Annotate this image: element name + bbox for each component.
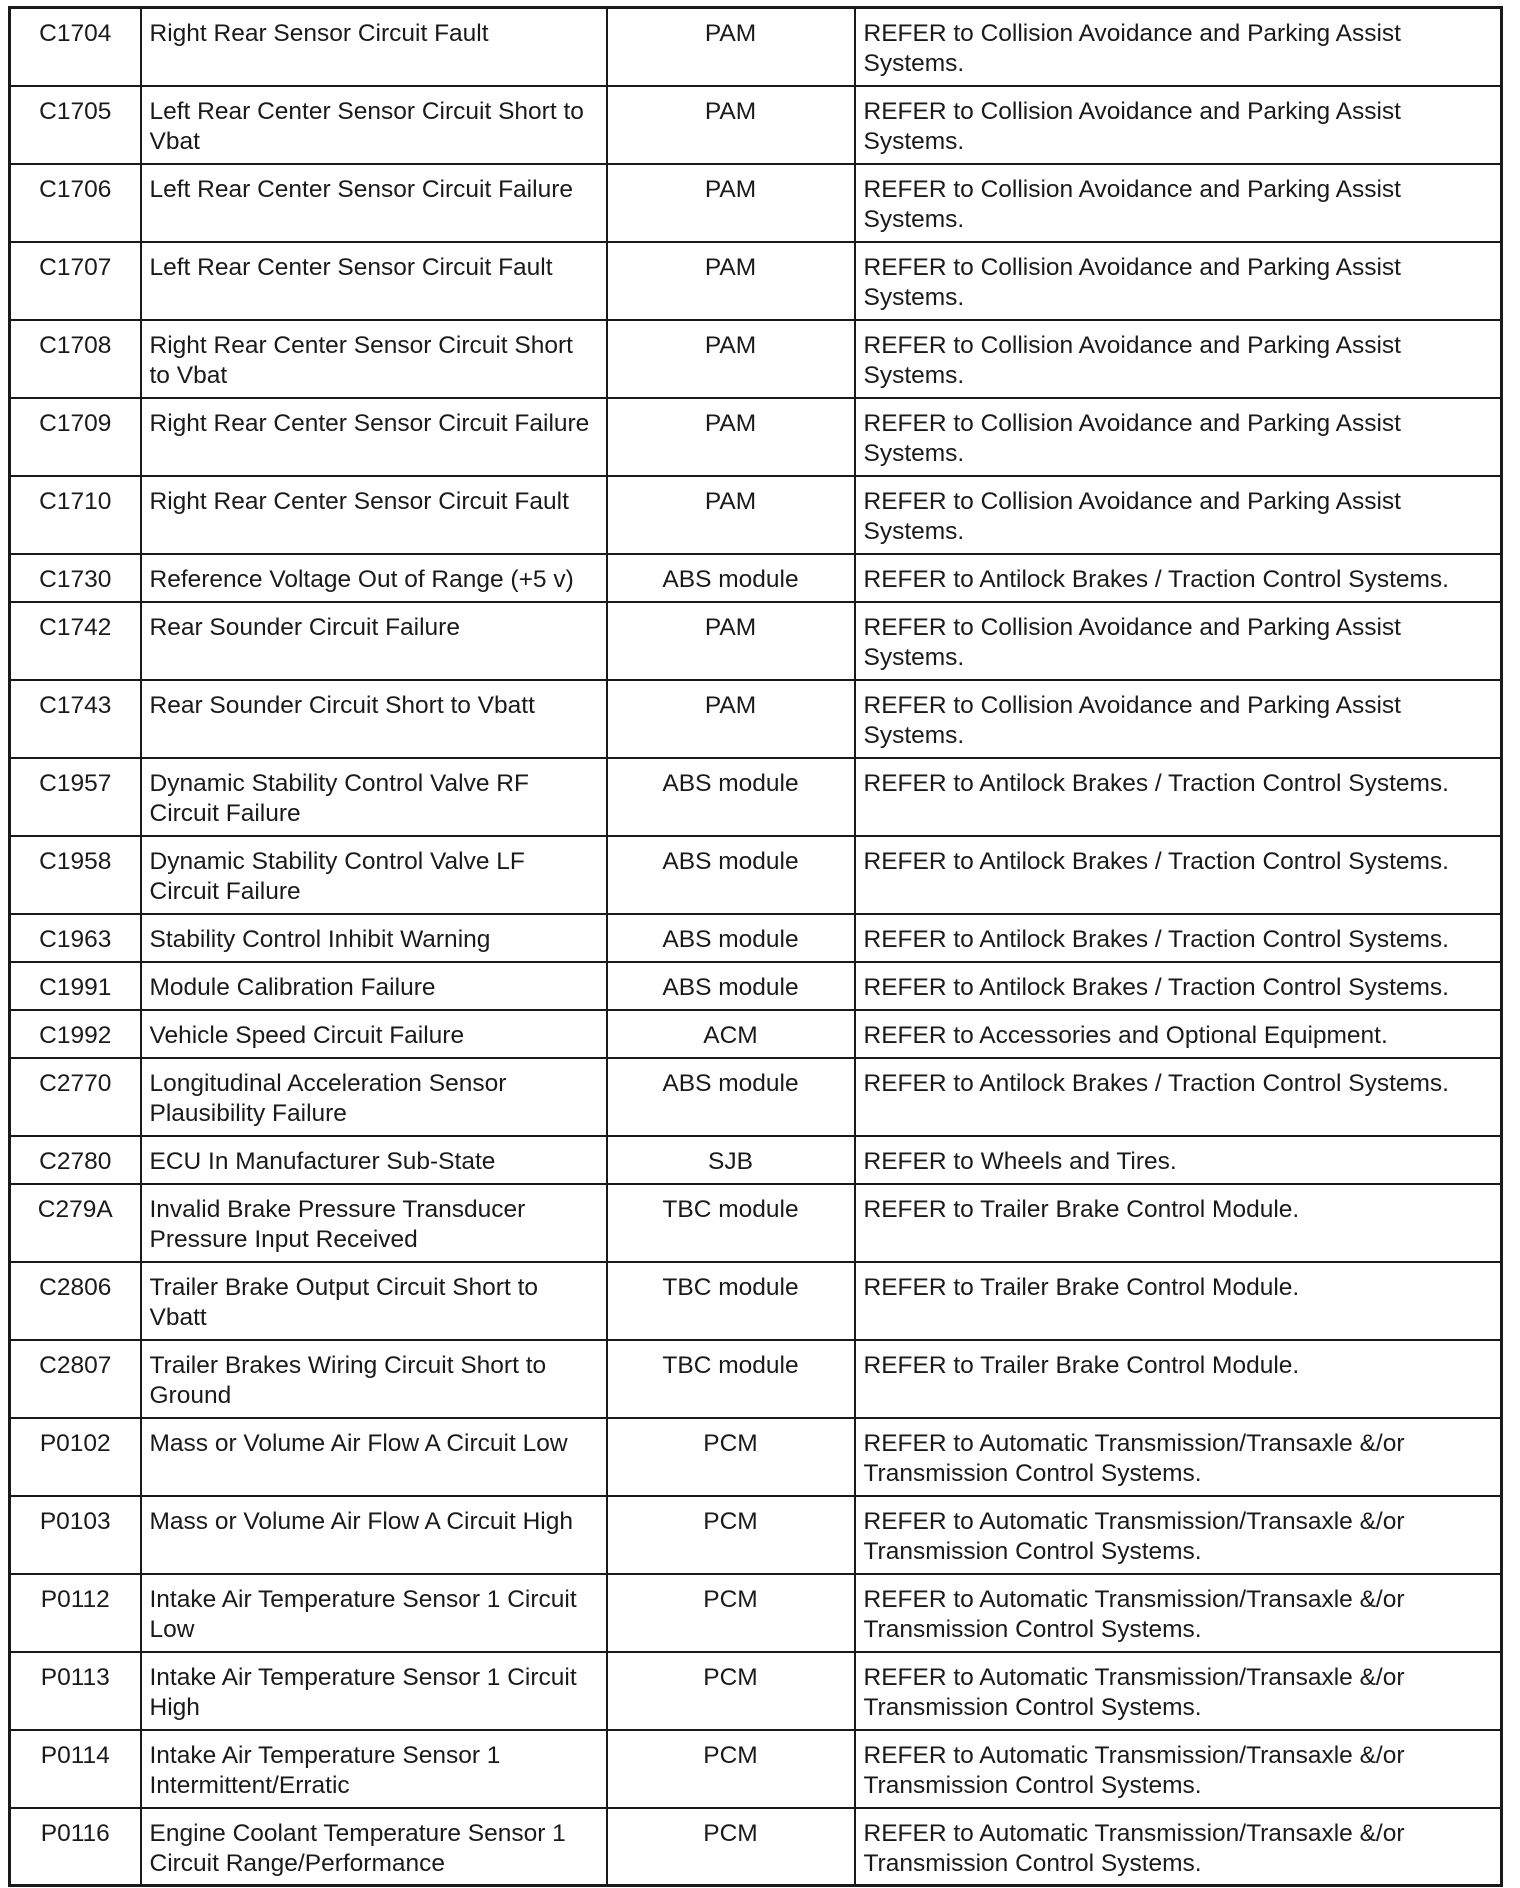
module-cell: PCM — [607, 1418, 855, 1496]
action-cell: REFER to Trailer Brake Control Module. — [855, 1340, 1502, 1418]
dtc-code-cell: C1957 — [10, 758, 141, 836]
table-row — [10, 1010, 1502, 1058]
dtc-code-cell: C2770 — [10, 1058, 141, 1136]
dtc-code-cell: P0112 — [10, 1574, 141, 1652]
table-row — [10, 8, 1502, 86]
table-row — [10, 1496, 1502, 1574]
table-row — [10, 914, 1502, 962]
description-cell: Trailer Brake Output Circuit Short to Vbatt — [141, 1262, 607, 1340]
action-cell: REFER to Collision Avoidance and Parking Assist Systems. — [855, 680, 1502, 758]
table-row — [10, 602, 1502, 680]
module-cell: ABS module — [607, 1058, 855, 1136]
action-cell: REFER to Automatic Transmission/Transaxle &/or Transmission Control Systems. — [855, 1496, 1502, 1574]
dtc-code-cell: C1992 — [10, 1010, 141, 1058]
description-cell: Engine Coolant Temperature Sensor 1 Circuit Range/Performance — [141, 1808, 607, 1886]
dtc-code-cell: C2807 — [10, 1340, 141, 1418]
table-row — [10, 1340, 1502, 1418]
dtc-code-cell: C1742 — [10, 602, 141, 680]
description-cell: Left Rear Center Sensor Circuit Fault — [141, 242, 607, 320]
module-cell: ABS module — [607, 554, 855, 602]
action-cell: REFER to Antilock Brakes / Traction Control Systems. — [855, 1058, 1502, 1136]
dtc-code-cell: C1991 — [10, 962, 141, 1010]
module-cell: TBC module — [607, 1340, 855, 1418]
table-row — [10, 1652, 1502, 1730]
dtc-code-cell: C1708 — [10, 320, 141, 398]
description-cell: Left Rear Center Sensor Circuit Short to Vbat — [141, 86, 607, 164]
action-cell: REFER to Trailer Brake Control Module. — [855, 1184, 1502, 1262]
table-row — [10, 836, 1502, 914]
description-cell: Invalid Brake Pressure Transducer Pressure Input Received — [141, 1184, 607, 1262]
action-cell: REFER to Collision Avoidance and Parking Assist Systems. — [855, 398, 1502, 476]
description-cell: Module Calibration Failure — [141, 962, 607, 1010]
action-cell: REFER to Collision Avoidance and Parking Assist Systems. — [855, 242, 1502, 320]
action-cell: REFER to Automatic Transmission/Transaxle &/or Transmission Control Systems. — [855, 1730, 1502, 1808]
dtc-code-cell: C1707 — [10, 242, 141, 320]
dtc-code-cell: P0113 — [10, 1652, 141, 1730]
table-row — [10, 1574, 1502, 1652]
description-cell: Rear Sounder Circuit Failure — [141, 602, 607, 680]
action-cell: REFER to Accessories and Optional Equipment. — [855, 1010, 1502, 1058]
description-cell: ECU In Manufacturer Sub-State — [141, 1136, 607, 1184]
table-row — [10, 476, 1502, 554]
description-cell: Dynamic Stability Control Valve LF Circuit Failure — [141, 836, 607, 914]
module-cell: PCM — [607, 1730, 855, 1808]
module-cell: ABS module — [607, 836, 855, 914]
table-row — [10, 242, 1502, 320]
module-cell: ACM — [607, 1010, 855, 1058]
module-cell: PAM — [607, 320, 855, 398]
dtc-code-cell: C1958 — [10, 836, 141, 914]
module-cell: PCM — [607, 1496, 855, 1574]
description-cell: Mass or Volume Air Flow A Circuit Low — [141, 1418, 607, 1496]
description-cell: Rear Sounder Circuit Short to Vbatt — [141, 680, 607, 758]
module-cell: PCM — [607, 1652, 855, 1730]
description-cell: Stability Control Inhibit Warning — [141, 914, 607, 962]
module-cell: PAM — [607, 164, 855, 242]
action-cell: REFER to Antilock Brakes / Traction Control Systems. — [855, 836, 1502, 914]
dtc-code-cell: C279A — [10, 1184, 141, 1262]
action-cell: REFER to Collision Avoidance and Parking Assist Systems. — [855, 8, 1502, 86]
dtc-code-cell: C1730 — [10, 554, 141, 602]
action-cell: REFER to Collision Avoidance and Parking Assist Systems. — [855, 602, 1502, 680]
description-cell: Dynamic Stability Control Valve RF Circuit Failure — [141, 758, 607, 836]
dtc-code-cell: C1709 — [10, 398, 141, 476]
description-cell: Intake Air Temperature Sensor 1 Intermittent/Erratic — [141, 1730, 607, 1808]
action-cell: REFER to Automatic Transmission/Transaxle &/or Transmission Control Systems. — [855, 1574, 1502, 1652]
module-cell: TBC module — [607, 1184, 855, 1262]
description-cell: Vehicle Speed Circuit Failure — [141, 1010, 607, 1058]
action-cell: REFER to Collision Avoidance and Parking Assist Systems. — [855, 86, 1502, 164]
module-cell: PAM — [607, 86, 855, 164]
module-cell: ABS module — [607, 962, 855, 1010]
dtc-code-cell: C1705 — [10, 86, 141, 164]
action-cell: REFER to Automatic Transmission/Transaxle &/or Transmission Control Systems. — [855, 1808, 1502, 1886]
table-row — [10, 1184, 1502, 1262]
module-cell: PCM — [607, 1808, 855, 1886]
description-cell: Left Rear Center Sensor Circuit Failure — [141, 164, 607, 242]
description-cell: Intake Air Temperature Sensor 1 Circuit High — [141, 1652, 607, 1730]
action-cell: REFER to Wheels and Tires. — [855, 1136, 1502, 1184]
dtc-code-cell: C1704 — [10, 8, 141, 86]
table-row — [10, 164, 1502, 242]
module-cell: PAM — [607, 242, 855, 320]
action-cell: REFER to Collision Avoidance and Parking Assist Systems. — [855, 164, 1502, 242]
table-row — [10, 398, 1502, 476]
table-row — [10, 1730, 1502, 1808]
dtc-code-cell: C1710 — [10, 476, 141, 554]
description-cell: Right Rear Sensor Circuit Fault — [141, 8, 607, 86]
table-row — [10, 1418, 1502, 1496]
module-cell: PAM — [607, 398, 855, 476]
description-cell: Trailer Brakes Wiring Circuit Short to Ground — [141, 1340, 607, 1418]
action-cell: REFER to Automatic Transmission/Transaxle &/or Transmission Control Systems. — [855, 1652, 1502, 1730]
dtc-code-cell: C2780 — [10, 1136, 141, 1184]
module-cell: PAM — [607, 680, 855, 758]
module-cell: PCM — [607, 1574, 855, 1652]
description-cell: Longitudinal Acceleration Sensor Plausibility Failure — [141, 1058, 607, 1136]
description-cell: Intake Air Temperature Sensor 1 Circuit Low — [141, 1574, 607, 1652]
module-cell: TBC module — [607, 1262, 855, 1340]
dtc-code-cell: P0102 — [10, 1418, 141, 1496]
dtc-code-cell: C2806 — [10, 1262, 141, 1340]
module-cell: ABS module — [607, 758, 855, 836]
action-cell: REFER to Automatic Transmission/Transaxle &/or Transmission Control Systems. — [855, 1418, 1502, 1496]
dtc-code-cell: P0114 — [10, 1730, 141, 1808]
module-cell: PAM — [607, 602, 855, 680]
table-row — [10, 758, 1502, 836]
module-cell: ABS module — [607, 914, 855, 962]
action-cell: REFER to Collision Avoidance and Parking Assist Systems. — [855, 476, 1502, 554]
table-row — [10, 1058, 1502, 1136]
description-cell: Reference Voltage Out of Range (+5 v) — [141, 554, 607, 602]
table-row — [10, 962, 1502, 1010]
description-cell: Mass or Volume Air Flow A Circuit High — [141, 1496, 607, 1574]
action-cell: REFER to Antilock Brakes / Traction Control Systems. — [855, 962, 1502, 1010]
action-cell: REFER to Antilock Brakes / Traction Control Systems. — [855, 914, 1502, 962]
action-cell: REFER to Antilock Brakes / Traction Control Systems. — [855, 758, 1502, 836]
dtc-code-cell: C1963 — [10, 914, 141, 962]
description-cell: Right Rear Center Sensor Circuit Short to Vbat — [141, 320, 607, 398]
module-cell: PAM — [607, 8, 855, 86]
dtc-code-cell: C1706 — [10, 164, 141, 242]
table-row — [10, 680, 1502, 758]
dtc-code-cell: P0103 — [10, 1496, 141, 1574]
module-cell: PAM — [607, 476, 855, 554]
dtc-code-cell: P0116 — [10, 1808, 141, 1886]
action-cell: REFER to Antilock Brakes / Traction Control Systems. — [855, 554, 1502, 602]
table-row — [10, 554, 1502, 602]
table-row — [10, 86, 1502, 164]
dtc-code-cell: C1743 — [10, 680, 141, 758]
action-cell: REFER to Trailer Brake Control Module. — [855, 1262, 1502, 1340]
table-row — [10, 1262, 1502, 1340]
dtc-table — [8, 6, 1503, 1887]
table-row — [10, 1808, 1502, 1886]
description-cell: Right Rear Center Sensor Circuit Failure — [141, 398, 607, 476]
table-row — [10, 320, 1502, 398]
description-cell: Right Rear Center Sensor Circuit Fault — [141, 476, 607, 554]
module-cell: SJB — [607, 1136, 855, 1184]
table-row — [10, 1136, 1502, 1184]
action-cell: REFER to Collision Avoidance and Parking Assist Systems. — [855, 320, 1502, 398]
